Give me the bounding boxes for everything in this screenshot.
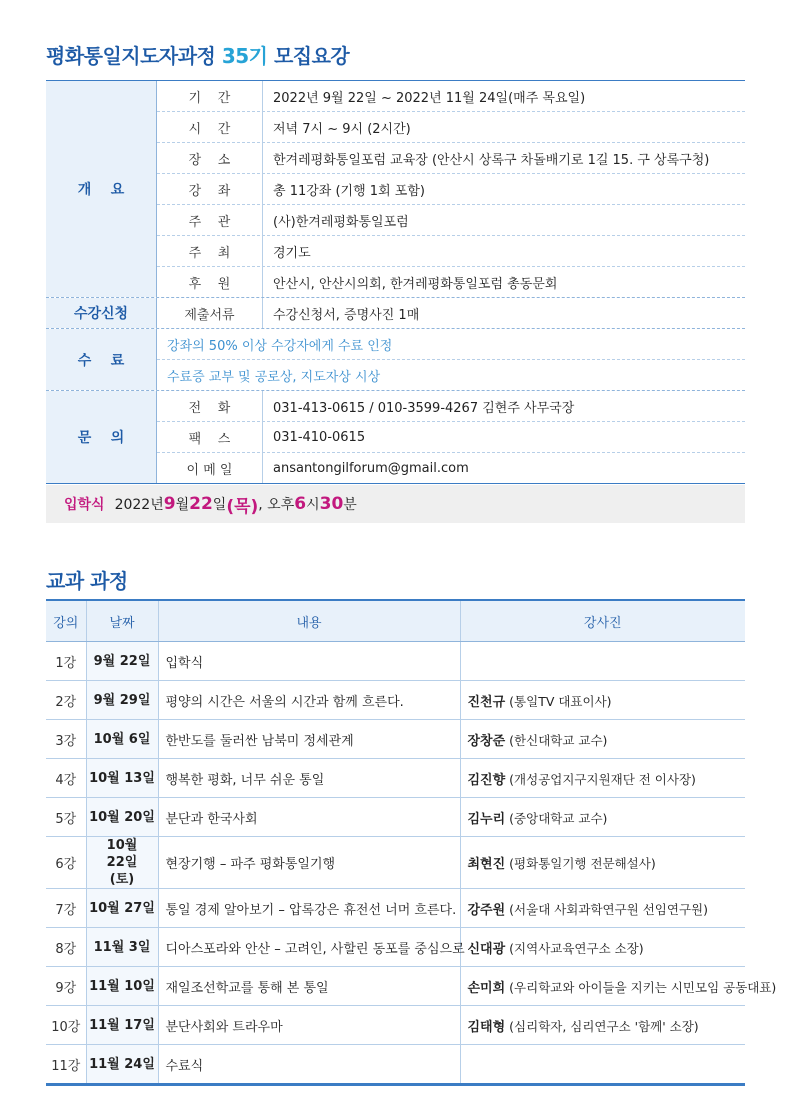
- instructor-name: 장창준: [467, 733, 506, 749]
- overview-row-value: (사)한겨레평화통일포럼: [273, 214, 409, 230]
- lecture-date: 9월 29일: [86, 681, 158, 720]
- lecture-instructor: [460, 1006, 745, 1045]
- lecture-instructor: [460, 759, 745, 798]
- overview-row-value: 저녁 7시 ~ 9시 (2시간): [273, 121, 411, 137]
- overview-group-rows: [157, 329, 745, 390]
- entrance-month: 9: [163, 494, 176, 514]
- overview-row: [157, 142, 745, 173]
- overview-group-rows: [157, 391, 745, 483]
- overview-row-value: 수강신청서, 증명사진 1매: [273, 307, 420, 323]
- instructor-affiliation: (심리학자, 심리연구소 '함께' 소장): [505, 1018, 699, 1034]
- instructor-affiliation: (중앙대학교 교수): [505, 810, 608, 826]
- lecture-instructor: [460, 967, 777, 1006]
- overview-row-value: 수료증 교부 및 공로상, 지도자상 시상: [167, 369, 381, 385]
- lecture-number: 2강: [46, 681, 86, 720]
- overview-row-key: 팩 스: [157, 422, 263, 452]
- overview-row-key: 후 원: [157, 267, 263, 297]
- overview-row: [157, 235, 745, 266]
- lecture-number: 9강: [46, 967, 86, 1006]
- lecture-date: 11월 10일: [86, 967, 158, 1006]
- lecture-content: 현장기행 – 파주 평화통일기행: [158, 837, 460, 889]
- lecture-content: 분단사회와 트라우마: [158, 1006, 460, 1045]
- entrance-year: 2022년: [114, 497, 164, 513]
- curriculum-row: [46, 967, 745, 1006]
- overview-row: [157, 452, 745, 483]
- overview-row: [157, 266, 745, 297]
- instructor-affiliation: (개성공업지구지원재단 전 이사장): [505, 771, 696, 787]
- title-tail: 모집요강: [267, 44, 350, 68]
- overview-group: [46, 390, 745, 483]
- lecture-content: 행복한 평화, 너무 쉬운 통일: [158, 759, 460, 798]
- curriculum-title: 교과 과정: [46, 569, 128, 593]
- title-main: 평화통일지도자과정: [46, 44, 222, 68]
- entrance-month-unit: 월: [175, 497, 190, 513]
- entrance-hour: 6: [294, 494, 307, 514]
- instructor-affiliation: (서울대 사회과학연구원 선임연구원): [505, 901, 708, 917]
- overview-row: [157, 111, 745, 142]
- overview-row-key: 장 소: [157, 143, 263, 173]
- overview-group-label: 개 요: [46, 81, 157, 297]
- lecture-content: 재일조선학교를 통해 본 통일: [158, 967, 460, 1006]
- overview-row: [157, 329, 745, 359]
- lecture-instructor: [460, 798, 745, 837]
- lecture-number: 5강: [46, 798, 86, 837]
- overview-table: [46, 80, 745, 484]
- overview-group-label: 수강신청: [46, 298, 157, 328]
- lecture-number: 4강: [46, 759, 86, 798]
- overview-row-key: 이 메 일: [157, 453, 263, 483]
- lecture-number: 11강: [46, 1045, 86, 1085]
- overview-row-key: 주 관: [157, 205, 263, 235]
- entrance-hour-unit: 시: [306, 497, 320, 513]
- overview-row-value: 031-410-0615: [273, 429, 366, 445]
- curriculum-row: [46, 681, 745, 720]
- overview-row: [157, 204, 745, 235]
- overview-row-key: 주 최: [157, 236, 263, 266]
- overview-group: [46, 81, 745, 297]
- curriculum-row: [46, 798, 745, 837]
- overview-group-rows: [157, 298, 745, 328]
- entrance-day: 22: [189, 494, 213, 514]
- overview-row: [157, 359, 745, 390]
- entrance-sep: , 오후: [258, 497, 295, 513]
- curriculum-row: [46, 720, 745, 759]
- overview-row-value: 안산시, 안산시의회, 한겨레평화통일포럼 총동문회: [273, 276, 558, 292]
- lecture-content: 입학식: [158, 642, 460, 681]
- lecture-content: 통일 경제 알아보기 – 압록강은 휴전선 너머 흐른다.: [158, 889, 460, 928]
- overview-row-value: 총 11강좌 (기행 1회 포함): [273, 183, 425, 199]
- overview-row: [157, 391, 745, 421]
- lecture-number: 10강: [46, 1006, 86, 1045]
- lecture-date: 10월 27일: [86, 889, 158, 928]
- lecture-date: 11월 17일: [86, 1006, 158, 1045]
- header-instructor: 강사진: [460, 600, 745, 642]
- lecture-content: 수료식: [158, 1045, 460, 1085]
- lecture-date: 11월 24일: [86, 1045, 158, 1085]
- overview-row-value: 한겨레평화통일포럼 교육장 (안산시 상록구 차돌배기로 1길 15. 구 상록구청): [273, 152, 710, 168]
- lecture-date: 10월 6일: [86, 720, 158, 759]
- curriculum-row: [46, 1006, 745, 1045]
- lecture-instructor: [460, 681, 745, 720]
- title-accent: 35기: [221, 44, 268, 68]
- overview-row: [157, 173, 745, 204]
- overview-group-label: 문 의: [46, 391, 157, 483]
- overview-row-value: 2022년 9월 22일 ~ 2022년 11월 24일(매주 목요일): [273, 90, 586, 106]
- lecture-number: 8강: [46, 928, 86, 967]
- overview-row: [157, 81, 745, 111]
- lecture-number: 1강: [46, 642, 86, 681]
- lecture-number: 7강: [46, 889, 86, 928]
- entrance-minute-unit: 분: [343, 497, 357, 513]
- overview-row-key: 전 화: [157, 391, 263, 421]
- entrance-weekday: (목): [226, 496, 259, 517]
- lecture-content: 한반도를 둘러싼 남북미 정세관계: [158, 720, 460, 759]
- lecture-instructor: [460, 889, 745, 928]
- overview-row-value: 경기도: [273, 245, 311, 261]
- overview-group-label: 수 료: [46, 329, 157, 390]
- entrance-minute: 30: [319, 494, 344, 514]
- lecture-content: 디아스포라와 안산 – 고려인, 사할린 동포를 중심으로: [158, 928, 460, 967]
- overview-row: [157, 298, 745, 328]
- lecture-number: 6강: [46, 837, 86, 889]
- lecture-number: 3강: [46, 720, 86, 759]
- instructor-name: 김진향: [467, 772, 506, 788]
- instructor-name: 최현진: [467, 857, 506, 872]
- lecture-date: 10월 22일 (토): [86, 837, 158, 889]
- instructor-name: 신대광: [467, 941, 506, 957]
- instructor-affiliation: (통일TV 대표이사): [505, 693, 612, 709]
- instructor-name: 진천규: [467, 694, 506, 710]
- overview-row-key: 시 간: [157, 112, 263, 142]
- lecture-instructor: [460, 1045, 745, 1085]
- curriculum-row: [46, 928, 745, 967]
- lecture-instructor: [460, 642, 745, 681]
- instructor-affiliation: (한신대학교 교수): [505, 732, 608, 748]
- instructor-name: 김태형: [467, 1019, 506, 1035]
- page-title: [46, 40, 349, 69]
- lecture-date: 11월 3일: [86, 928, 158, 967]
- instructor-name: 손미희: [467, 980, 506, 996]
- curriculum-row: [46, 889, 745, 928]
- instructor-affiliation: (우리학교와 아이들을 지키는 시민모임 공동대표): [505, 979, 777, 995]
- lecture-date: 10월 13일: [86, 759, 158, 798]
- header-date: 날짜: [86, 600, 158, 642]
- curriculum-row: [46, 837, 745, 889]
- header-lecture: 강의: [46, 600, 86, 642]
- overview-row-key: 강 좌: [157, 174, 263, 204]
- curriculum-header-row: [46, 600, 745, 642]
- overview-row: [157, 421, 745, 452]
- lecture-date: 10월 20일: [86, 798, 158, 837]
- instructor-affiliation: (평화통일기행 전문해설사): [505, 856, 656, 871]
- lecture-content: 평양의 시간은 서울의 시간과 함께 흐른다.: [158, 681, 460, 720]
- curriculum-row: [46, 642, 745, 681]
- entrance-label: 입학식: [64, 497, 105, 513]
- entrance-day-unit: 일: [212, 497, 227, 513]
- overview-group: [46, 328, 745, 390]
- instructor-name: 김누리: [467, 811, 506, 827]
- overview-row-key: 기 간: [157, 81, 263, 111]
- curriculum-row: [46, 1045, 745, 1085]
- instructor-name: 강주원: [467, 902, 506, 918]
- overview-row-value: 강좌의 50% 이상 수강자에게 수료 인정: [167, 338, 393, 354]
- instructor-affiliation: (지역사교육연구소 소장): [505, 940, 644, 956]
- curriculum-table: [46, 599, 777, 1086]
- lecture-content: 분단과 한국사회: [158, 798, 460, 837]
- header-content: 내용: [158, 600, 460, 642]
- overview-group: [46, 297, 745, 328]
- lecture-date: 9월 22일: [86, 642, 158, 681]
- overview-row-value: ansantongilforum@gmail.com: [273, 460, 469, 476]
- lecture-instructor: [460, 837, 745, 889]
- lecture-instructor: [460, 928, 745, 967]
- lecture-instructor: [460, 720, 745, 759]
- overview-row-value: 031-413-0615 / 010-3599-4267 김현주 사무국장: [273, 400, 575, 416]
- overview-group-rows: [157, 81, 745, 297]
- overview-row-key: 제출서류: [157, 298, 263, 328]
- entrance-ceremony-bar: [46, 485, 745, 523]
- curriculum-row: [46, 759, 745, 798]
